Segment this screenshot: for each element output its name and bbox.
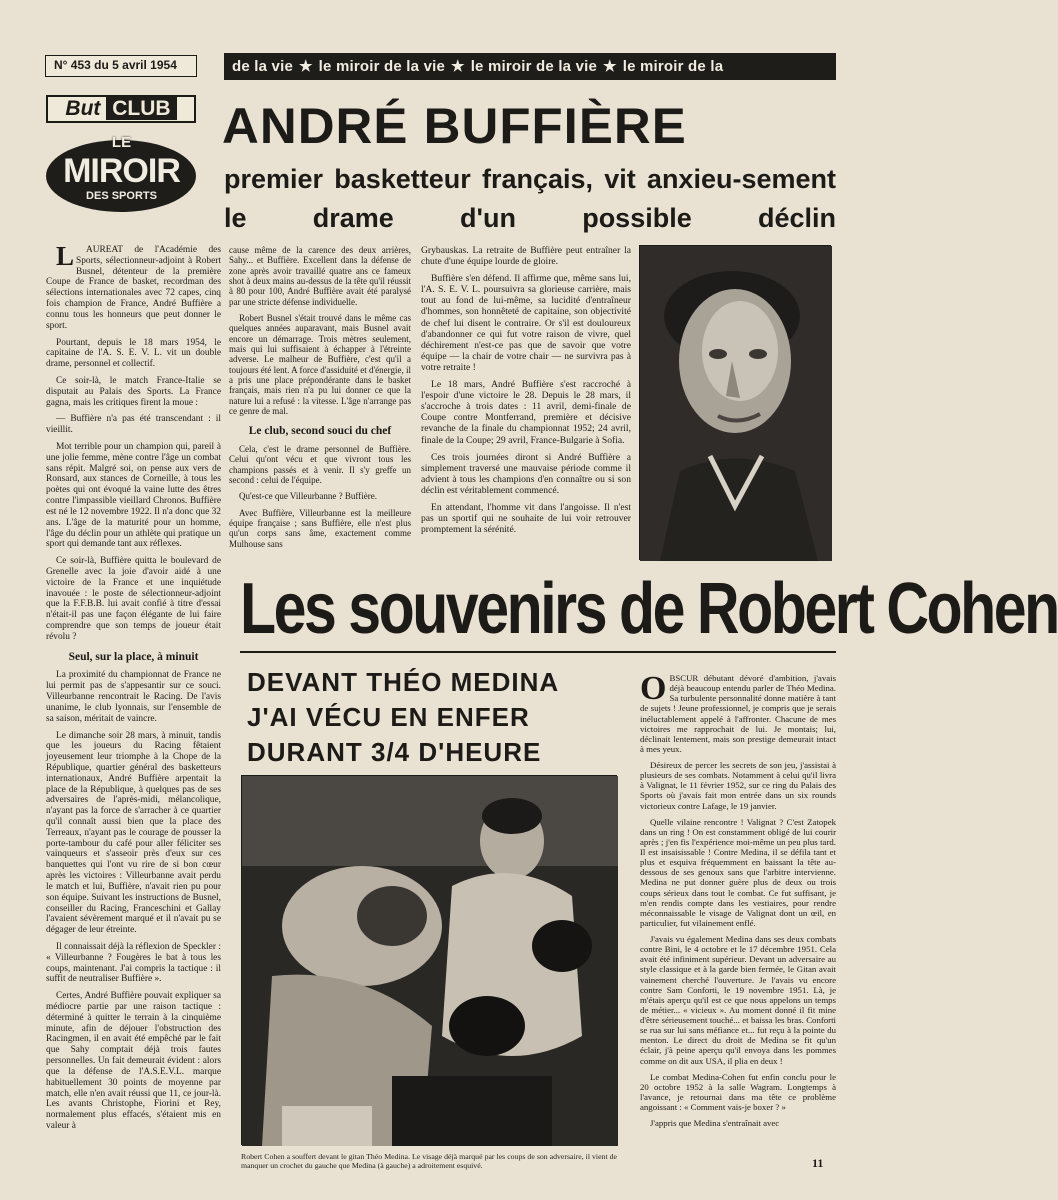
paragraph: Il connaissait déjà la réflexion de Speckler : « Villeurbanne ? Fougères le bat à tous les coups, maintenant. J'ai compris la tactique : il suffit de neutraliser Buffière ». xyxy=(46,941,221,985)
portrait-illustration xyxy=(640,246,832,561)
paragraph: Cela, c'est le drame personnel de Buffière. Celui qu'ont vécu et que vivront tous les champions passés et à venir. Il s'y greffe un second : celui de l'équipe. xyxy=(229,443,411,485)
paragraph-text: BSCUR débutant dévoré d'ambition, j'avais déjà beaucoup entendu parler de Théo Medina. Sa turbulente personnalité donne matière à tant de sujets ! Jeune professionnel, je compris que je serais inéluctablement appelé à l'affronter. Chacune de mes victoires me rapprochait de lui. Je montais; lui, déclinait lentement, mais son prestige demeurait intact à mes yeux. xyxy=(640,673,836,754)
cohen-headline xyxy=(247,665,619,770)
ribbon-text-1: de la vie xyxy=(232,58,294,75)
paragraph: Quelle vilaine rencontre ! Valignat ? C'est Zatopek dans un ring ! On est constamment obligé de lui courir après ; j'en fis l'expérience moi-même un peu plus tard. Il est insaisissable ! Contre Medina, il se défila tant et plus et esquiva fréquemment en baissant la tête au-dessous de ses genoux sans que l'arbitre intervienne. Medina ne put donner guère plus de deux ou trois coups sérieux dans tout le combat. Ce fut suffisant, je m'en rendis compte dans les vestiaires, pour rendre méconnaissable le visage de Valignat dont un œil, en particulier, fut vilainement enflé. xyxy=(640,816,836,928)
divider-rule xyxy=(240,651,836,653)
section-heading: Le club, second souci du chef xyxy=(248,424,392,437)
paragraph: Le combat Medina-Cohen fut enfin conclu pour le 20 octobre 1952 à la salle Wagram. Longtemps à l'avance, je retournai dans ma tête ce problème angoissant : « Comment vais-je boxer ? » xyxy=(640,1071,836,1112)
star-icon: ★ xyxy=(603,58,617,75)
paragraph: — Buffière n'a pas été transcendant : il vieillit. xyxy=(46,414,221,436)
ribbon-text-3: le miroir de la vie xyxy=(470,58,598,75)
paragraph: Le dimanche soir 28 mars, à minuit, tandis que les joueurs du Racing fêtaient joyeusement leur triomphe à la Chope de la République, quartier général des basketteurs internationaux, André Buffière arpentait la place de la République, à quelques pas de ses adversaires de l'après-midi, mélancolique, n'ayant pas la force de s'arracher à ce quartier qu'il connaît aussi bien que la place des Terreaux, n'ayant pas le courage de pousser la porte-tambour du café pour aller féliciter ses vainqueurs et s'asseoir près d'eux sur ces banquettes qui l'ont vu rire de si bon cœur après les victoires : Villeurbanne avait perdu le match et lui, Buffière, n'avait rien pu pour son équipe. Suivant les instructions de Busnel, conseiller du Racing, Franceschini et Gallay l'avaient sévèrement marqué et il n'avait pu se dégager de leur étreinte. xyxy=(46,730,221,936)
article-title: ANDRÉ BUFFIÈRE xyxy=(222,98,687,154)
logo-sports: DES SPORTS xyxy=(86,190,157,202)
headline-line: J'AI VÉCU EN ENFER xyxy=(247,702,530,732)
drop-cap-letter: O xyxy=(640,670,667,707)
miroir-des-sports-logo xyxy=(44,132,199,216)
paragraph: En attendant, l'homme vit dans l'angoisse. Il n'est pas un sportif qui ne souhaite de lui voir retrouver promptement la sérénité. xyxy=(421,501,631,536)
paragraph xyxy=(640,670,836,754)
paragraph: Avec Buffière, Villeurbanne est la meilleure équipe française ; sans Buffière, elle n'est plus qu'un corps sans âme, exactement comme Mulhouse sans xyxy=(229,507,411,549)
headline-line: DURANT 3/4 D'HEURE xyxy=(247,737,542,767)
logo-miroir: MIROIR xyxy=(63,152,180,190)
but-club-logo xyxy=(46,95,196,123)
paragraph: Ce soir-là, Buffière quitta le boulevard de Grenelle avec la joie d'avoir aidé à une victoire de la France et une inquiétude inavouée : le poste de sélectionneur-adjoint que la F.F.B.B. lui avait confié à titre d'essai n'était-il pas une façon élégante de lui faire comprendre que son temps de joueur était révolu ? xyxy=(46,556,221,642)
paragraph: Robert Busnel s'était trouvé dans le même cas quelques années auparavant, mais Busnel avait encore un démarrage. Trois mètres seulement, mais qui lui suffisaient à échapper à l'étreinte adverse. Le malheur de Buffière, c'est qu'il a toujours été lent. A force d'assiduité et d'énergie, il a pris une place prépondérante dans le basket français, mais rien n'a pu lui donner ce que la nature lui a refusé : la vitesse. L'âge n'arrange pas ce genre de mal. xyxy=(229,313,411,417)
ribbon-text-4: le miroir de la xyxy=(622,58,724,75)
paragraph: Grybauskas. La retraite de Buffière peut entraîner la chute d'une équipe lourde de gloire. xyxy=(421,245,631,268)
ribbon-text-2: le miroir de la vie xyxy=(318,58,446,75)
paragraph: Certes, André Buffière pouvait expliquer sa médiocre partie par une raison tactique : déterminé à quitter le terrain à la cinquième minute, afin de déjouer l'obstruction des Racingmen, il en avait été empêché par le fait que Sahy comptait déjà trois fautes personnelles. Un fait demeurait évident : alors que la défense de l'A.S.E.V.L. marque habituellement 30 points de moyenne par match, elle n'en avait réussi que 11, ce jour-là. Les avants Christophe, Fiorini et Rey, normalement plus effacés, s'étaient mis en valeur à xyxy=(46,991,221,1131)
paragraph: Le 18 mars, André Buffière s'est raccroché à l'espoir d'une victoire le 28. Depuis le 28 mars, il s'accroche à trois dates : 11 avril, demi-finale de Coupe contre Montferrand, première et décisive revanche de la finale du championnat 1952; 24 avril, finale de la Coupe; 29 avril, France-Bulgarie à Sofia. xyxy=(421,379,631,446)
issue-date: N° 453 du 5 avril 1954 xyxy=(45,55,197,77)
paragraph: Ces trois journées diront si André Buffière a simplement traversé une mauvaise période comme il advient à tous les champions d'en connaître ou si son déclin est véritablement commencé. xyxy=(421,451,631,496)
cohen-article-title: Les souvenirs de Robert Cohen xyxy=(240,569,1058,649)
header-ribbon xyxy=(224,53,836,80)
paragraph: J'avais vu également Medina dans ses deux combats contre Bini, le 4 octobre et le 17 décembre 1951. Cela avait été infiniment supérieur. Devant un adversaire au style classique et à la garde bien fermée, le Gitan avait vainement cherché l'ouverture. Je l'avais vu encore contre Sam Conforti, le 19 novembre 1951. Là, je m'étais aperçu qu'il est ce que nous appelons un temps de métier... « vicieux ». Au moment donné il fit mine d'être sérieusement touché... et baissa les bras. Conforti se rua sur lui sans méfiance et... fut reçu à la pointe du menton. Le direct du droit de Medina se fit qu'un éclair, j'à peine aperçu qu'il envoya dans les pommes comme on dit aux USA, il plia en deux ! xyxy=(640,934,836,1066)
paragraph: Ce soir-là, le match France-Italie se disputait au Palais des Sports. La France gagna, mais les critiques firent la moue : xyxy=(46,375,221,408)
text-column-4 xyxy=(640,670,836,1134)
boxing-illustration xyxy=(242,776,618,1146)
text-column-2 xyxy=(229,245,411,555)
logo-but: But xyxy=(65,97,101,120)
star-icon: ★ xyxy=(451,58,465,75)
article-subtitle: premier basketteur français, vit anxieu-sement le drame d'un possible déclin xyxy=(224,164,836,233)
paragraph: Désireux de percer les secrets de son jeu, j'assistai à plusieurs de ses combats. Notamment à celui qu'il livra à Valignat, le 11 février 1952, sur ce ring du Palais des Sports où j'avais fait mon entrée dans un six rounds victorieux contre Lafage, le 19 janvier. xyxy=(640,760,836,811)
buffiere-portrait-photo xyxy=(639,245,831,560)
text-column-3 xyxy=(421,245,631,541)
page-number: 11 xyxy=(812,1156,824,1170)
paragraph: La proximité du championnat de France ne lui permit pas de s'appesantir sur ce souci. Villeurbanne rencontrait le Racing. De l'avis unanime, le club lyonnais, sur l'ensemble de sa saison, méritait de vaincre. xyxy=(46,670,221,724)
paragraph: cause même de la carence des deux arrières, Sahy... et Buffière. Excellent dans la défense de zone après avoir travaillé quatre ans ce fameux shot à deux mains au-dessus de la tête qu'il réussit à 80 pour 100, André Buffière avait été paralysé par une stricte défense individuelle. xyxy=(229,245,411,307)
photo-caption: Robert Cohen a souffert devant le gitan Théo Medina. Le visage déjà marqué par les coups de son adversaire, il vient de manquer un crochet du gauche que Medina (à gauche) a adroitement esquivé. xyxy=(241,1152,617,1171)
logo-le: LE xyxy=(111,134,132,151)
logo-club: CLUB xyxy=(106,97,176,120)
paragraph: Mot terrible pour un champion qui, pareil à une jolie femme, mène contre l'âge un combat sans répit. Malgré soi, on pense aux vers de Ronsard, aux stances de Corneille, à tous les poètes qui ont évoqué la vaine lutte des êtres contre l'impassible vieillard Chronos. Buffière est né le 12 novembre 1922. Il n'a donc que 32 ans. L'âge de la maturité pour un homme, l'âge du déclin pour un athlète qui pratique un sport qui demande tant aux réflexes. xyxy=(46,442,221,550)
star-icon: ★ xyxy=(299,58,313,75)
paragraph: Qu'est-ce que Villeurbanne ? Buffière. xyxy=(239,491,377,502)
paragraph: Buffière s'en défend. Il affirme que, même sans lui, l'A. S. E. V. L. poursuivra sa glorieuse carrière, mais tout au fond de lui-même, sa lucidité d'entraîneur d'hommes, son honnêteté de capitaine, son objectivité de chef lui disent le contraire. Or s'il est douloureux d'abandonner ce qui fut votre raison de vivre, quel déchirement n'est-ce pas que de savoir que votre équipe — la chair de votre chair — ne survivra pas à votre retraite ! xyxy=(421,273,631,373)
boxing-photo xyxy=(241,775,617,1145)
paragraph: J'appris que Medina s'entraînait avec xyxy=(650,1118,780,1129)
paragraph: LAUREAT de l'Académie des Sports, sélectionneur-adjoint à Robert Busnel, détenteur de la première Coupe de France de basket, recordman des sélections internationales avec 72 capes, cinq fois champion de France, André Buffière a connu tous les honneurs que peut donner le sport. xyxy=(46,241,221,331)
headline-line: DEVANT THÉO MEDINA xyxy=(247,667,560,697)
paragraph: Pourtant, depuis le 18 mars 1954, le capitaine de l'A. S. E. V. L. vit un double drame, personnel et collectif. xyxy=(46,337,221,370)
text-column-1 xyxy=(46,241,221,1138)
section-heading: Seul, sur la place, à minuit xyxy=(68,650,199,663)
